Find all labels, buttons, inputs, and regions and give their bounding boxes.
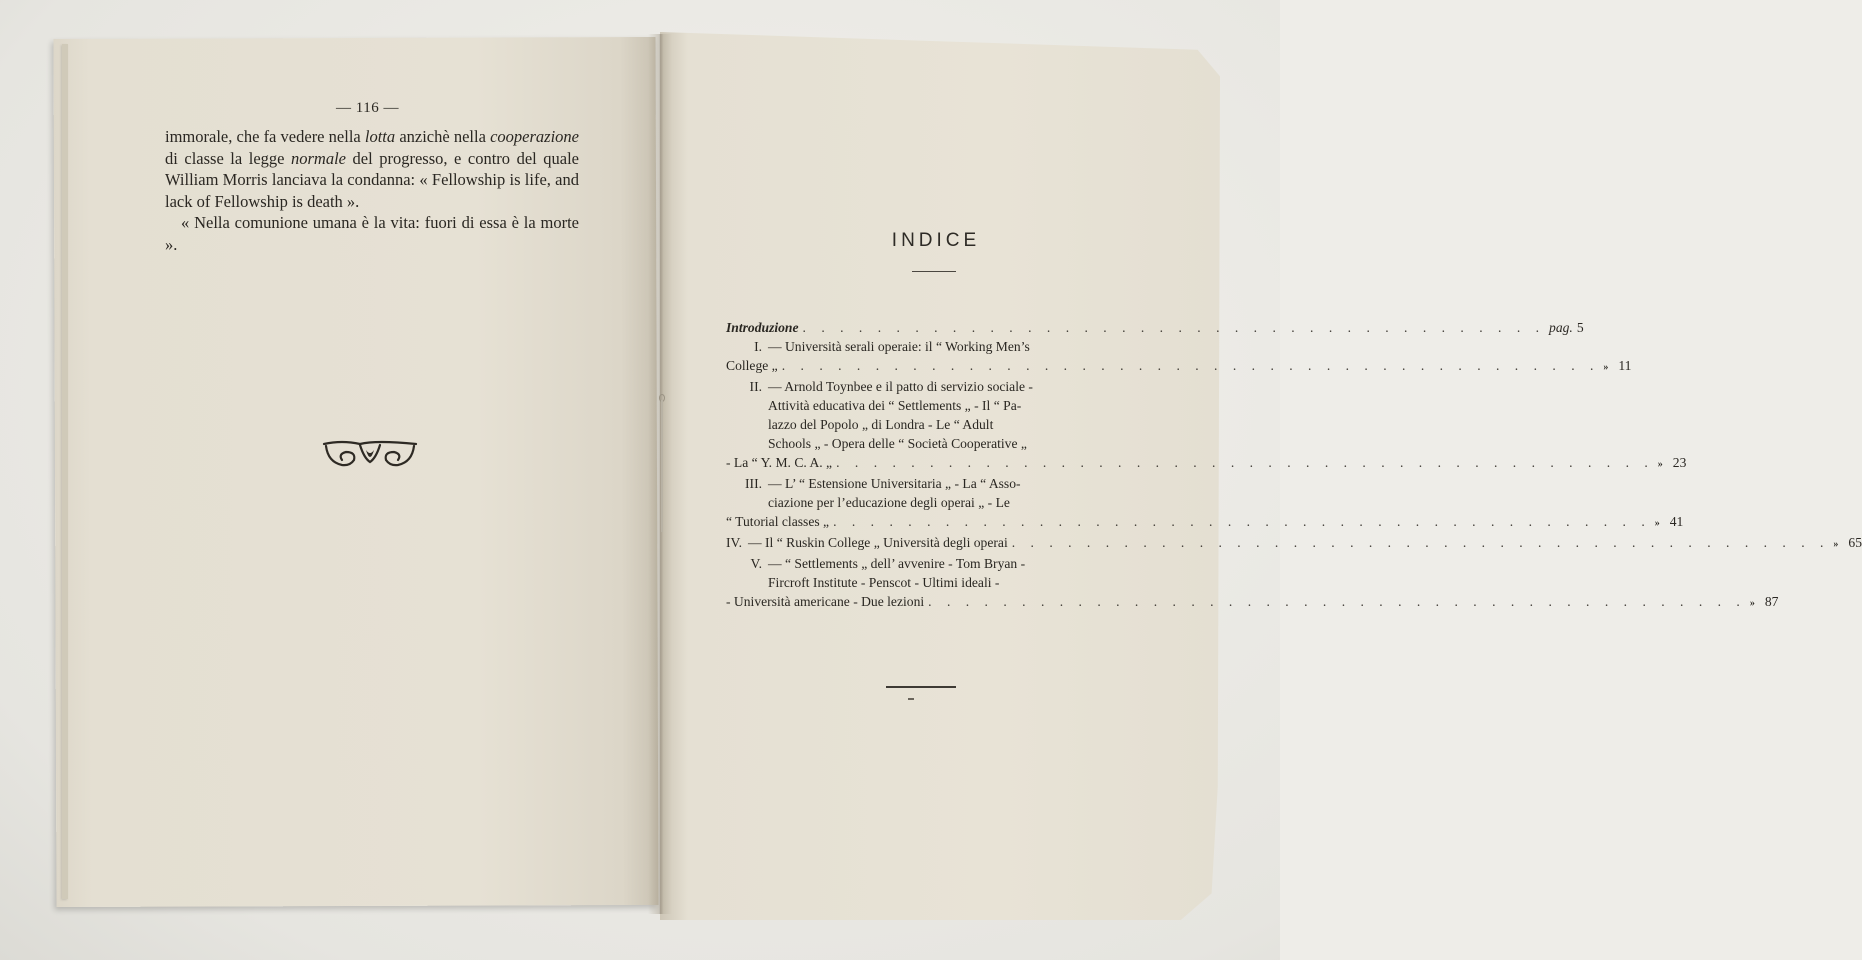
- toc-page-prefix: »: [1603, 362, 1609, 373]
- toc-line-text: - La “ Y. M. C. A. „: [726, 455, 833, 470]
- toc-chapter: [726, 533, 1862, 554]
- text-run: immorale, che fa vedere nella: [165, 127, 365, 146]
- toc-leader: . . . . . . . . . . . . . . . . . . . . . . . . . . . . . . . . . . . . . . . . . . . .: [928, 594, 1746, 609]
- toc-line-text: College „: [726, 358, 778, 373]
- toc-line-text: — L’ “ Estensione Universitaria „ - La “ Asso-: [768, 476, 1021, 491]
- toc-line: [726, 453, 1687, 474]
- toc-leader: . . . . . . . . . . . . . . . . . . . . . . . . . . . . . . . . . . . . . . . . . . . .: [833, 514, 1651, 529]
- toc-line: [726, 474, 1120, 493]
- end-mark: [908, 698, 914, 700]
- toc-chapter: [726, 337, 1632, 377]
- toc-line: [726, 337, 1120, 356]
- ornament-icon: [320, 438, 420, 470]
- toc-numeral: III.: [745, 476, 762, 491]
- toc-leader: . . . . . . . . . . . . . . . . . . . . . . . . . . . . . . . . . . . . . . . .: [802, 320, 1546, 335]
- toc-line: [726, 533, 1862, 554]
- toc-intro-label: Introduzione: [726, 320, 799, 335]
- toc-chapters: [726, 337, 1862, 613]
- toc-line: [726, 434, 1120, 453]
- toc-line-text: “ Tutorial classes „: [726, 514, 830, 529]
- italic-run: lotta: [364, 127, 396, 146]
- toc-line-text: Attività educativa dei “ Settlements „ - Il “ Pa-: [768, 398, 1022, 413]
- page-number: — 116 —: [336, 100, 399, 116]
- toc-leader: . . . . . . . . . . . . . . . . . . . . . . . . . . . . . . . . . . . . . . . . . . . .: [836, 455, 1654, 470]
- toc-chapter: [726, 474, 1684, 533]
- toc-numeral: V.: [750, 556, 762, 571]
- toc-line: [726, 377, 1120, 396]
- end-rule: [886, 686, 956, 688]
- toc-line-text: — Università serali operaie: il “ Working Men’s: [768, 339, 1030, 354]
- toc-page-prefix: »: [1657, 459, 1663, 470]
- paragraph-1: [165, 126, 579, 212]
- toc-numeral: II.: [749, 379, 762, 394]
- toc-chapter: [726, 554, 1779, 613]
- toc-line-text: lazzo del Popolo „ di Londra - Le “ Adult: [768, 417, 994, 432]
- toc-line: [726, 356, 1632, 377]
- paragraph-2: « Nella comunione umana è la vita: fuori di essa è la morte ».: [165, 213, 579, 254]
- text-run: del progresso, e contro del quale William Morris lanciava la condanna: « Fellowship is life, and lack of Fellowship is death ».: [165, 148, 579, 211]
- staple-wire: [661, 400, 663, 532]
- toc-chapter: [726, 377, 1687, 474]
- toc-page-prefix: pag.: [1549, 320, 1573, 335]
- table-of-contents: [726, 318, 1862, 613]
- toc-line: [726, 554, 1120, 573]
- toc-line: [726, 415, 1120, 434]
- text-run: anzichè nella: [395, 127, 491, 146]
- toc-page-prefix: »: [1833, 539, 1839, 550]
- toc-leader: . . . . . . . . . . . . . . . . . . . . . . . . . . . . . . . . . . . . . . . . . . . .: [1011, 535, 1830, 550]
- toc-page-number: 11: [1618, 358, 1632, 373]
- toc-page-number: 65: [1848, 535, 1862, 550]
- toc-page-prefix: »: [1654, 518, 1660, 529]
- toc-line-text: — Il “ Ruskin College „ Università degli operai: [748, 535, 1008, 550]
- toc-line-text: - Università americane - Due lezioni: [726, 594, 925, 609]
- toc-introduction: [726, 318, 1584, 337]
- index-title: INDICE: [891, 230, 981, 251]
- left-page-edge: [62, 44, 68, 899]
- text-run: di classe la legge: [165, 148, 291, 168]
- italic-run: normale: [291, 148, 346, 168]
- left-page-text: [165, 126, 579, 255]
- toc-page-prefix: »: [1749, 598, 1755, 609]
- toc-page-number: 23: [1672, 455, 1687, 470]
- staple-thread: [659, 394, 664, 536]
- toc-page-number: 41: [1669, 514, 1684, 529]
- toc-line: [726, 493, 1120, 512]
- toc-line-text: Schools „ - Opera delle “ Società Cooperative „: [768, 436, 1027, 451]
- toc-line: [726, 396, 1120, 415]
- title-rule: [912, 271, 956, 272]
- toc-line-text: ciazione per l’educazione degli operai „ - Le: [768, 495, 1010, 510]
- toc-page-number: 5: [1576, 320, 1584, 335]
- toc-line: [726, 512, 1684, 533]
- toc-line-text: — Arnold Toynbee e il patto di servizio sociale -: [768, 379, 1033, 394]
- toc-line: [726, 592, 1779, 613]
- toc-line-text: Fircroft Institute - Penscot - Ultimi ideali -: [768, 575, 1000, 590]
- toc-numeral: IV.: [726, 535, 742, 550]
- italic-run: cooperazione: [490, 127, 579, 146]
- toc-leader: . . . . . . . . . . . . . . . . . . . . . . . . . . . . . . . . . . . . . . . . . . . .: [781, 358, 1600, 373]
- toc-numeral: I.: [754, 339, 762, 354]
- toc-page-number: 87: [1764, 594, 1779, 609]
- toc-line: [726, 573, 1120, 592]
- toc-line-text: — “ Settlements „ dell’ avvenire - Tom Bryan -: [768, 556, 1026, 571]
